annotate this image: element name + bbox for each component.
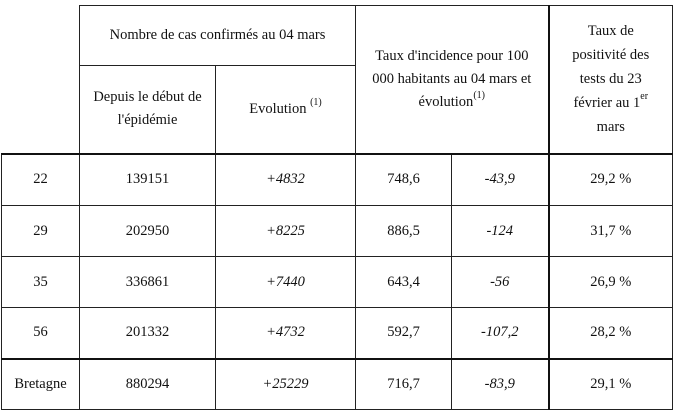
- table-row: [2, 206, 673, 257]
- positivity-cell: 29,1 %: [549, 359, 673, 410]
- since-start-header: Depuis le début de l'épidémie: [80, 66, 216, 154]
- incidence-cell: 748,6: [356, 154, 452, 206]
- evolution-header-text: Evolution: [249, 100, 307, 117]
- positivity-header-suffix: mars: [596, 119, 625, 136]
- cases-cell: 202950: [80, 206, 216, 257]
- table-row: [2, 154, 673, 206]
- table-row: [2, 308, 673, 359]
- cases-cell: 201332: [80, 308, 216, 359]
- evolution-cell: +25229: [216, 359, 356, 410]
- cases-cell: 139151: [80, 154, 216, 206]
- incidence-note: (1): [473, 89, 485, 101]
- confirmed-cases-header: Nombre de cas confirmés au 04 mars: [80, 6, 356, 66]
- table-row-total: [2, 359, 673, 410]
- incidence-evolution-cell: -43,9: [452, 154, 549, 206]
- positivity-cell: 26,9 %: [549, 257, 673, 308]
- incidence-cell: 886,5: [356, 206, 452, 257]
- evolution-cell: +8225: [216, 206, 356, 257]
- positivity-cell: 31,7 %: [549, 206, 673, 257]
- incidence-evolution-cell: -107,2: [452, 308, 549, 359]
- area-cell: 35: [2, 257, 80, 308]
- incidence-cell: 716,7: [356, 359, 452, 410]
- cases-cell: 336861: [80, 257, 216, 308]
- incidence-header-text: Taux d'incidence pour 100 000 habitants au 04 mars et évolution: [372, 47, 532, 110]
- incidence-evolution-cell: -83,9: [452, 359, 549, 410]
- area-cell: 56: [2, 308, 80, 359]
- incidence-evolution-cell: -56: [452, 257, 549, 308]
- positivity-header: [549, 6, 673, 154]
- area-cell: Bretagne: [2, 359, 80, 410]
- evolution-cell: +4832: [216, 154, 356, 206]
- evolution-cell: +4732: [216, 308, 356, 359]
- evolution-note: (1): [310, 96, 322, 108]
- incidence-header: [356, 6, 549, 154]
- incidence-cell: 592,7: [356, 308, 452, 359]
- covid-stats-table: [1, 5, 673, 410]
- area-cell: 22: [2, 154, 80, 206]
- evolution-cell: +7440: [216, 257, 356, 308]
- area-cell: 29: [2, 206, 80, 257]
- positivity-cell: 29,2 %: [549, 154, 673, 206]
- incidence-evolution-cell: -124: [452, 206, 549, 257]
- positivity-header-text: Taux de positivité des tests du 23 février au 1: [572, 23, 650, 112]
- positivity-sup: er: [640, 91, 649, 103]
- incidence-cell: 643,4: [356, 257, 452, 308]
- positivity-cell: 28,2 %: [549, 308, 673, 359]
- evolution-header: [216, 66, 356, 154]
- corner-cell: [2, 6, 80, 154]
- cases-cell: 880294: [80, 359, 216, 410]
- table-row: [2, 257, 673, 308]
